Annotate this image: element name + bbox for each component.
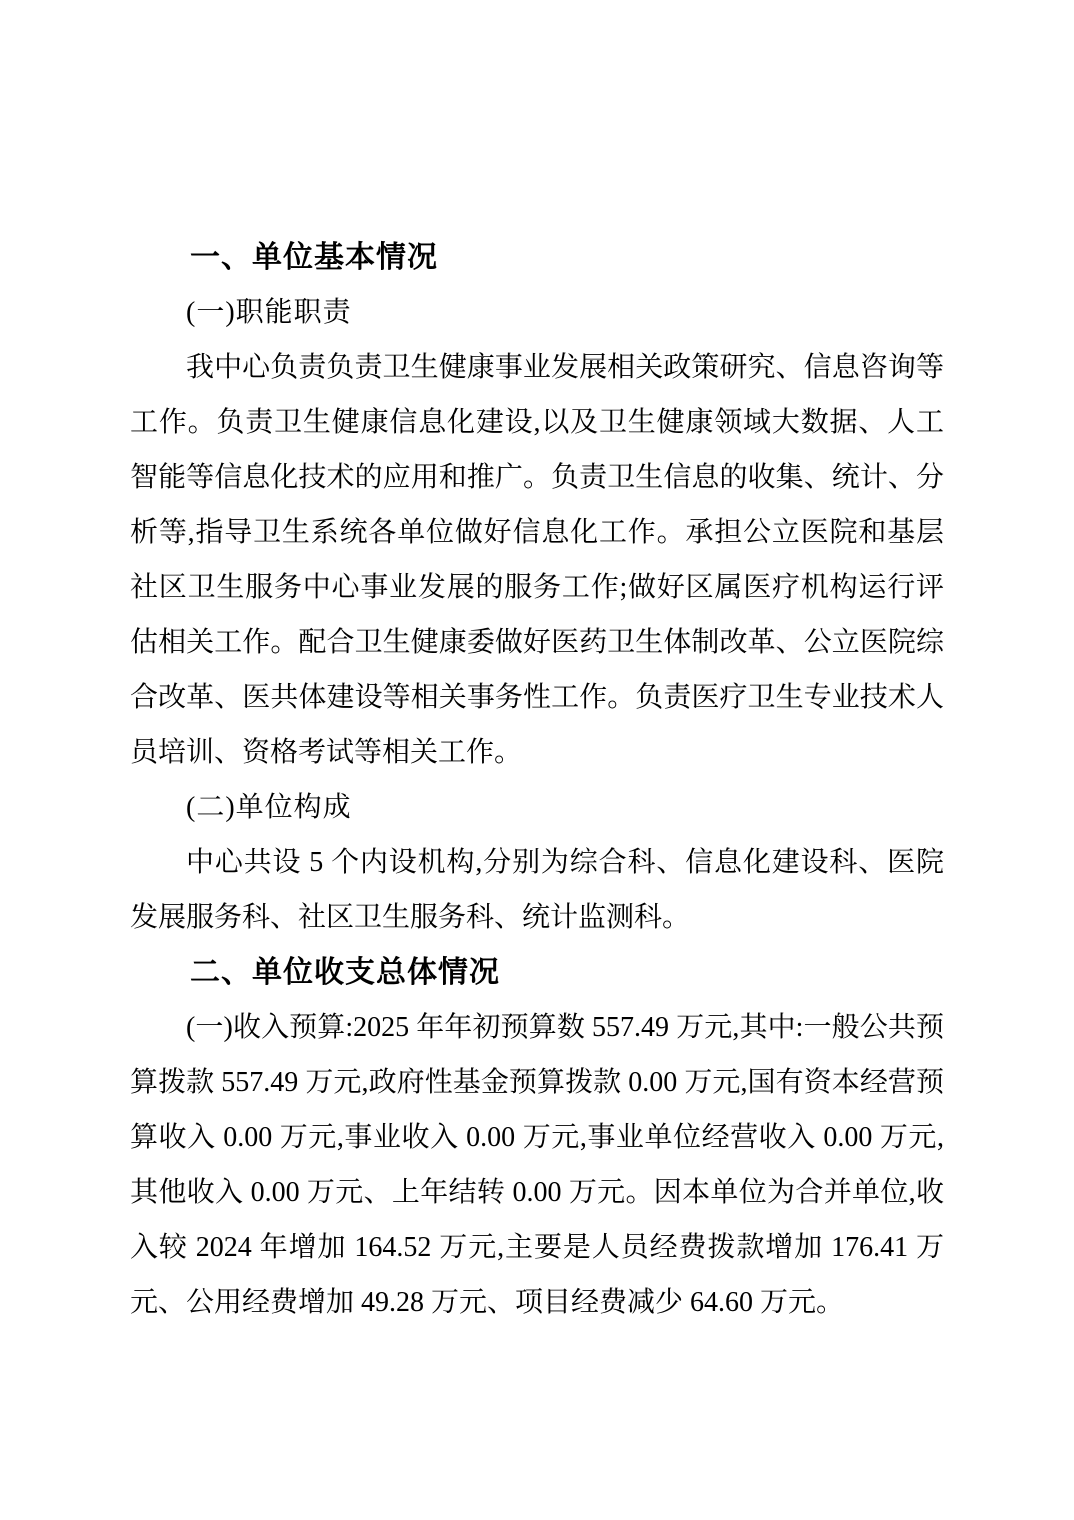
subsection-heading-structure: (二)单位构成 [186, 792, 352, 823]
subsection-heading-duties: (一)职能职责 [186, 297, 352, 328]
paragraph-structure: 中心共设 5 个内设机构,分别为综合科、信息化建设科、医院发展服务科、社区卫生服务科、统计监测科。 [130, 847, 944, 933]
paragraph-income-budget: (一)收入预算:2025 年年初预算数 557.49 万元,其中:一般公共预算拨款 557.49 万元,政府性基金预算拨款 0.00 万元,国有资本经营预算收入 0.00 万元,事业收入 0.00 万元,事业单位经营收入 0.00 万元,其他收入 0.00 万元、上年结转 0.00 万元。因本单位为合并单位,收入较 2024 年增加 164.52 万元,主要是人员经费拨款增加 176.41 万元、公用经费增加 49.28 万元、项目经费减少 64.60 万元。 [130, 1012, 944, 1318]
paragraph-duties: 我中心负责负责卫生健康事业发展相关政策研究、信息咨询等工作。负责卫生健康信息化建设,以及卫生健康领域大数据、人工智能等信息化技术的应用和推广。负责卫生信息的收集、统计、分析等,指导卫生系统各单位做好信息化工作。承担公立医院和基层社区卫生服务中心事业发展的服务工作;做好区属医疗机构运行评估相关工作。配合卫生健康委做好医药卫生体制改革、公立医院综合改革、医共体建设等相关事务性工作。负责医疗卫生专业技术人员培训、资格考试等相关工作。 [130, 352, 944, 768]
section-heading-budget-overview: 二、单位收支总体情况 [190, 956, 500, 989]
document-content [130, 230, 944, 1330]
section-heading-basic-info: 一、单位基本情况 [190, 241, 438, 274]
